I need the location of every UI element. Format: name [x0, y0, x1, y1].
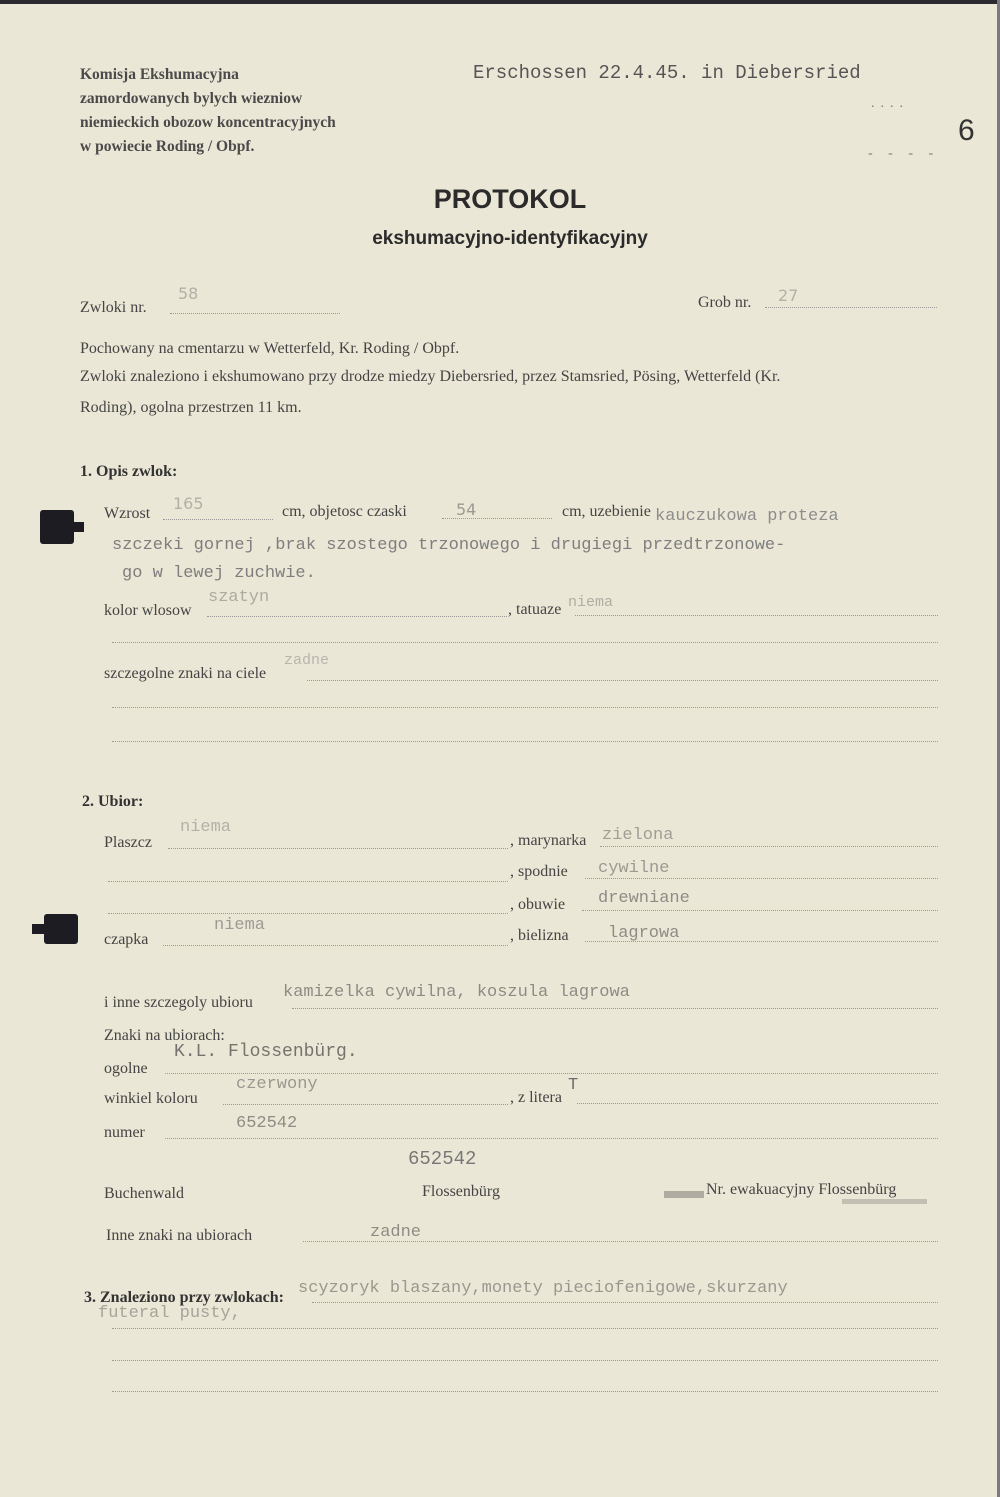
litera-line	[577, 1103, 938, 1104]
blank-line	[108, 913, 508, 914]
znaki-cialo-value: zadne	[284, 652, 330, 669]
grob-line	[765, 307, 937, 308]
spodnie-label: , spodnie	[510, 863, 568, 880]
commission-line-2: zamordowanych bylych wiezniow	[80, 90, 303, 107]
blank-line	[112, 642, 938, 643]
page-number: 6	[958, 114, 975, 147]
obuwie-label: , obuwie	[510, 896, 566, 913]
ogolne-line	[165, 1073, 938, 1074]
winkiel-value: czerwony	[236, 1075, 318, 1094]
zwloki-line	[170, 313, 340, 314]
tatuaze-label: , tatuaze	[508, 601, 562, 618]
section-3-line	[312, 1302, 938, 1303]
grob-value: 27	[778, 286, 799, 305]
czapka-label: czapka	[104, 931, 149, 948]
marynarka-label: , marynarka	[510, 832, 587, 849]
uzebienie-value-1: kauczukowa proteza	[655, 507, 839, 526]
ogolne-label: ogolne	[104, 1060, 148, 1077]
decorative-dots: ....	[871, 96, 909, 111]
czapka-line	[163, 945, 508, 946]
document-subtitle: ekshumacyjno-identyfikacyjny	[372, 228, 648, 249]
zwloki-value: 58	[178, 284, 199, 303]
znaki-cialo-label: szczegolne znaki na ciele	[104, 665, 267, 682]
blank-line	[112, 1328, 938, 1329]
wlosy-label: kolor wlosow	[104, 602, 192, 619]
bielizna-value: lagrowa	[608, 924, 680, 943]
wlosy-value: szatyn	[208, 588, 270, 607]
bielizna-label: , bielizna	[510, 927, 569, 944]
uzebienie-label: cm, uzebienie	[562, 503, 651, 520]
plaszcz-label: Plaszcz	[104, 834, 152, 851]
spodnie-value: cywilne	[598, 859, 670, 878]
numer-stamp: 652542	[408, 1148, 477, 1170]
plaszcz-value: niema	[180, 818, 232, 837]
ewakuacyjny-label: Nr. ewakuacyjny Flossenbürg	[706, 1181, 897, 1198]
document-title: PROTOKOL	[433, 184, 587, 214]
blank-line	[112, 707, 938, 708]
punch-hole-tip	[32, 924, 44, 934]
camp-buchenwald: Buchenwald	[104, 1185, 184, 1202]
numer-value: 652542	[236, 1114, 298, 1133]
wlosy-line	[207, 616, 507, 617]
litera-label: , z litera	[510, 1089, 562, 1106]
inne-znaki-label: Inne znaki na ubiorach	[106, 1227, 253, 1244]
commission-line-4: w powiecie Roding / Obpf.	[80, 138, 255, 155]
znaki-ubior-label: Znaki na ubiorach:	[104, 1027, 225, 1044]
czapka-value: niema	[214, 916, 266, 935]
commission-line-3: niemieckich obozow koncentracyjnych	[80, 114, 336, 131]
strikethrough-mark	[842, 1199, 927, 1204]
section-3-value-1: scyzoryk blaszany,monety pieciofenigowe,skurzany	[298, 1279, 788, 1298]
wzrost-line	[163, 519, 273, 520]
blank-line	[112, 1391, 938, 1392]
punch-hole-mark	[40, 510, 74, 544]
blank-line	[112, 1360, 938, 1361]
obuwie-line	[582, 910, 938, 911]
punch-hole-tip	[74, 522, 84, 532]
wzrost-label: Wzrost	[104, 505, 151, 522]
winkiel-label: winkiel koloru	[104, 1090, 198, 1107]
burial-line-1: Pochowany na cmentarzu w Wetterfeld, Kr. Roding / Obpf.	[80, 340, 460, 357]
strikethrough-mark	[664, 1191, 704, 1198]
czaszka-value: 54	[456, 500, 477, 519]
section-2-heading: 2. Ubior:	[82, 793, 144, 810]
blank-line	[112, 741, 938, 742]
znaki-cialo-line	[307, 680, 938, 681]
obuwie-value: drewniane	[598, 889, 690, 908]
uzebienie-value-2: szczeki gornej ,brak szostego trzonowego i drugiegi przedtrzonowe-	[112, 536, 786, 555]
litera-value: T	[568, 1076, 579, 1095]
tatuaze-line	[575, 615, 938, 616]
inne-znaki-value: zadne	[370, 1223, 422, 1242]
camp-flossenburg: Flossenbürg	[422, 1183, 500, 1200]
winkiel-line	[223, 1104, 508, 1105]
numer-label: numer	[104, 1124, 145, 1141]
zwloki-label: Zwloki nr.	[80, 299, 147, 316]
section-3-heading: 3. Znaleziono przy zwlokach:	[84, 1289, 284, 1306]
punch-hole-mark	[44, 914, 78, 944]
inne-ubior-line	[292, 1008, 938, 1009]
marynarka-value: zielona	[602, 826, 674, 845]
commission-line-1: Komisja Ekshumacyjna	[80, 66, 239, 83]
section-3-value-2: futeral pusty,	[98, 1304, 241, 1323]
inne-ubior-label: i inne szczegoly ubioru	[104, 994, 253, 1011]
burial-line-2: Zwloki znaleziono i ekshumowano przy drodze miedzy Diebersried, przez Stamsried, Pösing, Wetterfeld (Kr.	[80, 368, 781, 385]
ogolne-value: K.L. Flossenbürg.	[174, 1042, 358, 1062]
czaszka-label: cm, objetosc czaski	[282, 503, 407, 520]
grob-label: Grob nr.	[698, 294, 752, 311]
plaszcz-line	[168, 848, 508, 849]
scan-top-edge	[0, 0, 1000, 4]
inne-ubior-value: kamizelka cywilna, koszula lagrowa	[283, 983, 630, 1002]
section-1-heading: 1. Opis zwlok:	[80, 463, 178, 480]
decorative-dashes: - - - -	[868, 146, 940, 161]
wzrost-value: 165	[173, 494, 204, 513]
blank-line	[108, 881, 508, 882]
burial-line-3: Roding), ogolna przestrzen 11 km.	[80, 399, 302, 416]
commission-header	[80, 63, 336, 159]
spodnie-line	[585, 878, 938, 879]
typed-header-note: Erschossen 22.4.45. in Diebersried	[473, 62, 861, 84]
uzebienie-value-3: go w lewej zuchwie.	[122, 564, 316, 583]
tatuaze-value: niema	[568, 594, 614, 611]
numer-line	[165, 1138, 938, 1139]
marynarka-line	[600, 846, 938, 847]
